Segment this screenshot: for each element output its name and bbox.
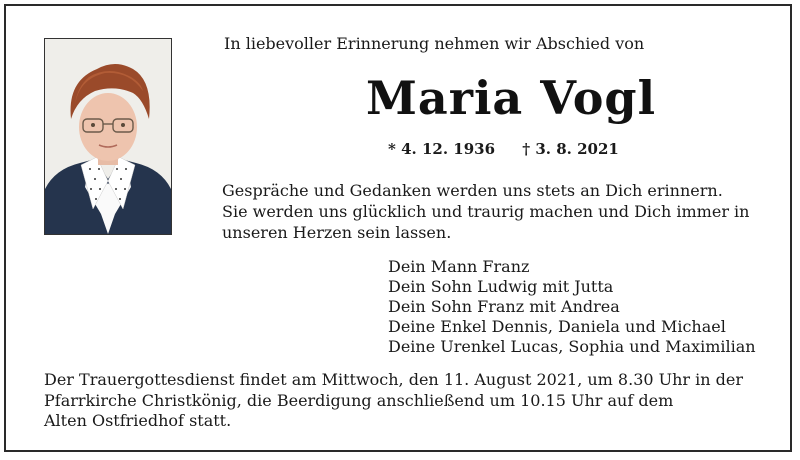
service-line: Pfarrkirche Christkönig, die Beerdigung anschließend um 10.15 Uhr auf dem — [44, 390, 674, 410]
verse-line: unseren Herzen sein lassen. — [222, 223, 452, 242]
mourner-entry: Dein Sohn Franz mit Andrea — [388, 297, 620, 316]
mourner-entry: Dein Sohn Ludwig mit Jutta — [388, 277, 614, 296]
mourner-entry: Deine Enkel Dennis, Daniela und Michael — [388, 317, 726, 336]
mourner-entry: Dein Mann Franz — [388, 257, 530, 276]
life-dates — [388, 138, 619, 160]
portrait-photo — [44, 38, 172, 235]
funeral-service-info — [44, 370, 743, 432]
verse-line: Gespräche und Gedanken werden uns stets an Dich erinnern. — [222, 181, 723, 200]
deceased-name: Maria Vogl — [366, 71, 657, 125]
memorial-verse — [222, 180, 749, 243]
mourners-list — [388, 257, 756, 357]
service-line: Alten Ostfriedhof statt. — [44, 411, 232, 430]
service-line: Der Trauergottesdienst findet am Mittwoch, den 11. August 2021, um 8.30 Uhr in der — [44, 370, 744, 389]
mourner-entry: Deine Urenkel Lucas, Sophia und Maximilian — [388, 337, 756, 356]
death-date: † 3. 8. 2021 — [522, 140, 619, 158]
verse-line: Sie werden uns glücklich und traurig machen und Dich immer in — [222, 202, 750, 221]
portrait-illustration — [45, 39, 171, 234]
birth-date: * 4. 12. 1936 — [388, 140, 496, 158]
intro-text: In liebevoller Erinnerung nehmen wir Abschied von — [224, 34, 645, 53]
